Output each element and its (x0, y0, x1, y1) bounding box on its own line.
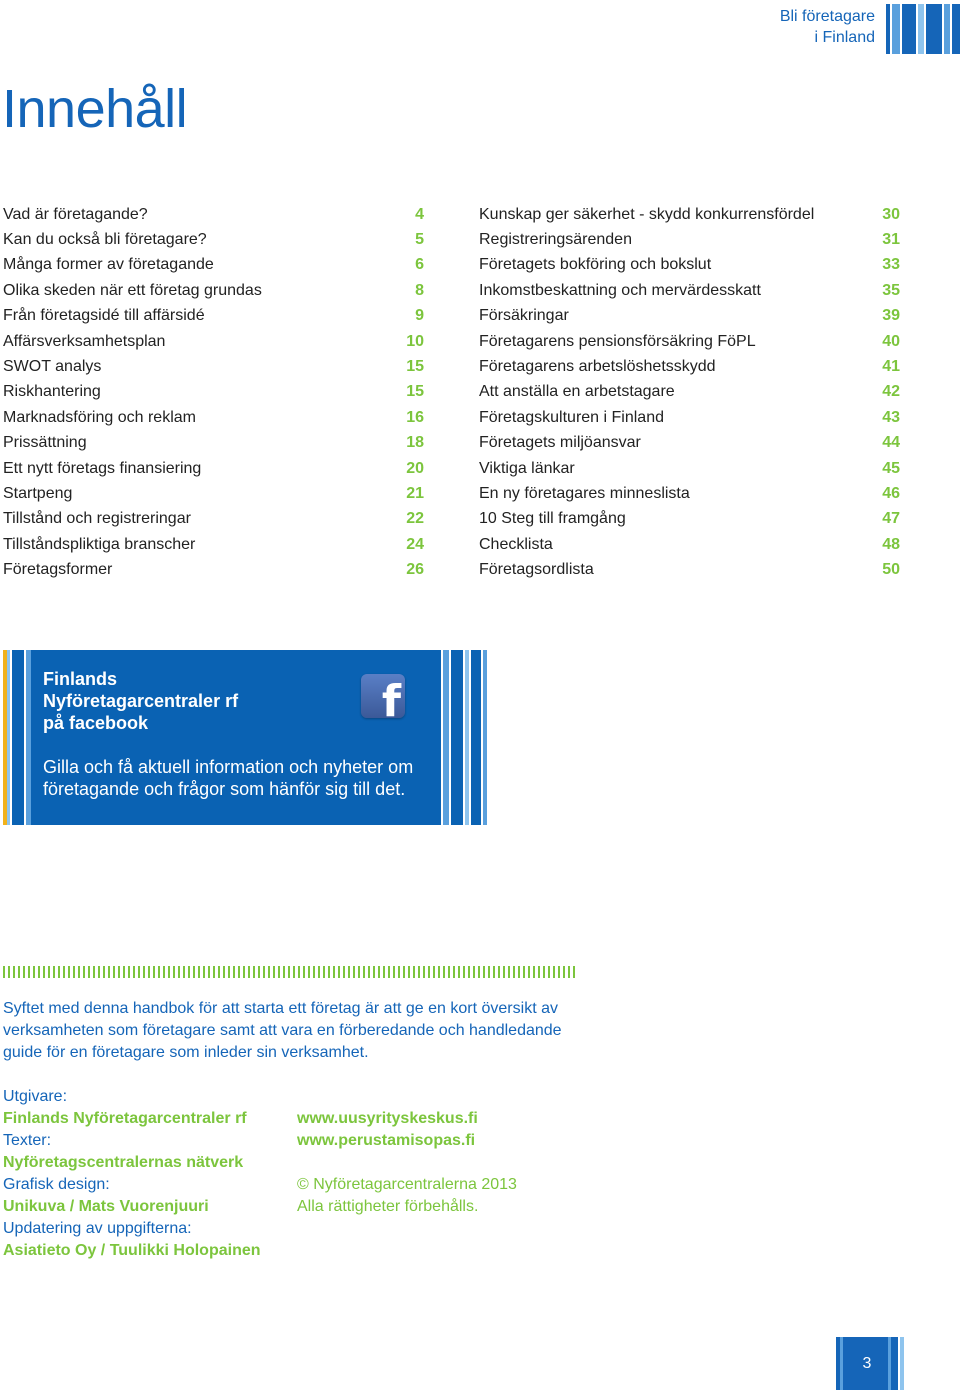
toc-row[interactable] (3, 304, 424, 329)
toc-page: 47 (882, 510, 900, 528)
toc-row[interactable] (3, 278, 424, 303)
toc-page: 6 (415, 256, 424, 274)
page-number-block (836, 1337, 904, 1390)
page-number: 3 (862, 1354, 872, 1372)
facebook-text-line: företagande och frågor som hänför sig till det. (43, 779, 406, 799)
toc-page: 5 (415, 231, 424, 249)
toc-label: Att anställa en arbetstagare (479, 383, 675, 401)
toc-page: 31 (882, 231, 900, 249)
toc-row[interactable] (479, 557, 900, 582)
toc-label: Tillståndspliktiga branscher (3, 535, 196, 553)
publisher-value: Finlands Nyföretagarcentraler rf (3, 1110, 247, 1127)
toc-label: Företagskulturen i Finland (479, 408, 664, 426)
facebook-title (43, 668, 238, 734)
toc-row[interactable] (3, 354, 424, 379)
toc-page: 42 (882, 383, 900, 401)
purpose-text (3, 998, 583, 1064)
toc-label: Riskhantering (3, 383, 101, 401)
toc-label: Vad är företagande? (3, 205, 148, 223)
toc-label: Företagets bokföring och bokslut (479, 256, 712, 274)
design-value: Unikuva / Mats Vuorenjuuri (3, 1198, 209, 1215)
toc-row[interactable] (3, 557, 424, 582)
facebook-panel (31, 650, 441, 825)
brand-stripes (886, 4, 960, 54)
toc-page: 35 (882, 281, 900, 299)
toc-label: Inkomstbeskattning och mervärdesskatt (479, 281, 761, 299)
facebook-text (43, 756, 443, 800)
brand-title (780, 6, 875, 48)
toc-page: 30 (882, 205, 900, 223)
toc-label: Marknadsföring och reklam (3, 408, 196, 426)
toc-label: Olika skeden när ett företag grundas (3, 281, 262, 299)
toc-page: 21 (406, 484, 424, 502)
toc-label: Företagets miljöansvar (479, 434, 641, 452)
toc-row[interactable] (479, 456, 900, 481)
toc-page: 48 (882, 535, 900, 553)
toc-row[interactable] (3, 532, 424, 557)
toc-row[interactable] (3, 329, 424, 354)
toc-page: 39 (882, 307, 900, 325)
toc-page: 15 (406, 383, 424, 401)
toc-page: 8 (415, 281, 424, 299)
purpose-line: verksamheten som företagare samt att vara en förberedande och handledande (3, 1022, 562, 1039)
toc-row[interactable] (479, 354, 900, 379)
toc-label: Ett nytt företags finansiering (3, 459, 202, 477)
toc-page: 43 (882, 408, 900, 426)
toc-right-column (479, 202, 900, 583)
toc-page: 16 (406, 408, 424, 426)
toc-page: 22 (406, 510, 424, 528)
toc-page: 41 (882, 358, 900, 376)
toc-label: Prissättning (3, 434, 87, 452)
toc-page: 26 (406, 561, 424, 579)
facebook-icon-glyph: f (381, 676, 401, 718)
toc-row[interactable] (479, 507, 900, 532)
toc-page: 44 (882, 434, 900, 452)
facebook-title-line: på facebook (43, 713, 149, 733)
credits-right (297, 1108, 517, 1218)
toc-row[interactable] (3, 431, 424, 456)
divider-tick-bar (3, 966, 577, 978)
toc-label: Företagarens arbetslöshetsskydd (479, 358, 716, 376)
toc-page: 24 (406, 535, 424, 553)
toc-label: Tillstånd och registreringar (3, 510, 191, 528)
toc-page: 45 (882, 459, 900, 477)
facebook-icon[interactable] (361, 674, 405, 718)
toc-label: Försäkringar (479, 307, 569, 325)
toc-row[interactable] (479, 532, 900, 557)
toc-label: Företagsformer (3, 561, 113, 579)
toc-page: 4 (415, 205, 424, 223)
toc-label: En ny företagares minneslista (479, 484, 690, 502)
brand-line-2: i Finland (814, 29, 875, 46)
toc-label: Många former av företagande (3, 256, 214, 274)
toc-row[interactable] (3, 507, 424, 532)
toc-row[interactable] (479, 405, 900, 430)
toc-page: 10 (406, 332, 424, 350)
toc-label: Viktiga länkar (479, 459, 575, 477)
toc-row[interactable] (479, 481, 900, 506)
toc-row[interactable] (479, 304, 900, 329)
facebook-banner[interactable] (3, 650, 487, 825)
toc-row[interactable] (479, 227, 900, 252)
toc-label: Registreringsärenden (479, 231, 632, 249)
toc-row[interactable] (3, 456, 424, 481)
toc-row[interactable] (479, 380, 900, 405)
toc-row[interactable] (479, 202, 900, 227)
purpose-line: guide för en företagare som inleder sin verksamhet. (3, 1044, 369, 1061)
toc-label: Affärsverksamhetsplan (3, 332, 166, 350)
facebook-title-line: Nyföretagarcentraler rf (43, 691, 239, 711)
toc-row[interactable] (3, 380, 424, 405)
toc-page: 18 (406, 434, 424, 452)
texts-value: Nyföretagscentralernas nätverk (3, 1154, 244, 1171)
toc-row[interactable] (3, 253, 424, 278)
toc-row[interactable] (479, 253, 900, 278)
website-link-2[interactable]: www.perustamisopas.fi (297, 1132, 476, 1149)
toc-page: 50 (882, 561, 900, 579)
toc-label: Företagsordlista (479, 561, 594, 579)
rights-text: Alla rättigheter förbehålls. (297, 1198, 479, 1215)
toc-label: Från företagsidé till affärsidé (3, 307, 205, 325)
toc-row[interactable] (3, 481, 424, 506)
toc-page: 20 (406, 459, 424, 477)
toc-label: Checklista (479, 535, 553, 553)
toc-label: Företagarens pensionsförsäkring FöPL (479, 332, 756, 350)
facebook-title-line: Finlands (43, 669, 118, 689)
toc-label: Startpeng (3, 484, 73, 502)
toc-row[interactable] (479, 329, 900, 354)
toc-row[interactable] (479, 431, 900, 456)
purpose-line: Syftet med denna handbok för att starta ett företag är att ge en kort översikt av (3, 1000, 558, 1017)
update-value: Asiatieto Oy / Tuulikki Holopainen (3, 1242, 261, 1259)
copyright-text: © Nyföretagarcentralerna 2013 (297, 1176, 517, 1193)
toc-page: 9 (415, 307, 424, 325)
toc-page: 46 (882, 484, 900, 502)
toc-page: 33 (882, 256, 900, 274)
facebook-text-line: Gilla och få aktuell information och nyheter om (43, 757, 414, 777)
texts-label: Texter: (3, 1132, 52, 1149)
toc-label: 10 Steg till framgång (479, 510, 626, 528)
toc-page: 15 (406, 358, 424, 376)
update-label: Updatering av uppgifterna: (3, 1220, 192, 1237)
toc-label: Kan du också bli företagare? (3, 231, 207, 249)
toc-row[interactable] (3, 227, 424, 252)
toc-row[interactable] (3, 202, 424, 227)
toc-left-column (3, 202, 424, 583)
publisher-label: Utgivare: (3, 1088, 68, 1105)
toc-label: SWOT analys (3, 358, 102, 376)
credits-left (3, 1086, 261, 1262)
toc-row[interactable] (479, 278, 900, 303)
toc-page: 40 (882, 332, 900, 350)
website-link-1[interactable]: www.uusyrityskeskus.fi (297, 1110, 478, 1127)
toc-row[interactable] (3, 405, 424, 430)
design-label: Grafisk design: (3, 1176, 110, 1193)
page-title: Innehåll (2, 79, 188, 139)
brand-line-1: Bli företagare (779, 8, 875, 25)
toc-label: Kunskap ger säkerhet - skydd konkurrensfördel (479, 205, 815, 223)
